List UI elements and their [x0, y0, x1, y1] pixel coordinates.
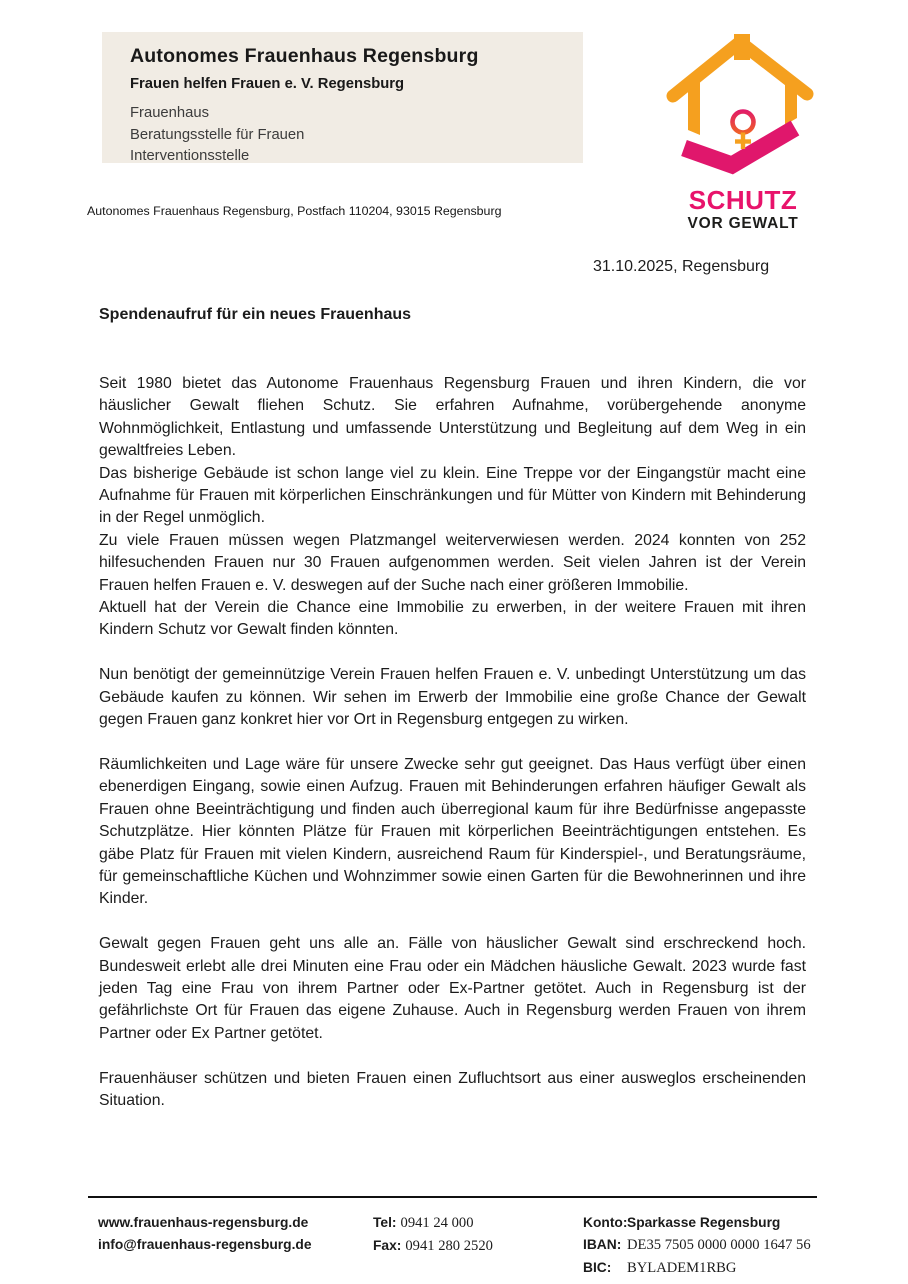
left-wall-shape [688, 73, 700, 135]
paragraph: Gewalt gegen Frauen geht uns alle an. Fälle von häuslicher Gewalt sind erschreckend hoch. Bundesweit erlebt alle drei Minuten eine Frau oder ein Mädchen häusliche Gewalt. 2023 wurde fast jeden Tag eine Frau von ihrem Partner oder Ex-Partner getötet. Auch in Regensburg ist der gefährlichste Ort für Frauen das eigene Zuhause. Auch in Regensburg werden Frauen von ihrem Partner oder Ex Partner getötet. [99, 935, 806, 1042]
logo-tagline-vor-gewalt: VOR GEWALT [687, 215, 799, 232]
fax-label: Fax: [373, 1237, 402, 1253]
service-item-interventionsstelle: Interventionsstelle [130, 148, 250, 165]
tel-row [373, 1212, 493, 1235]
footer-contact-web [98, 1212, 312, 1256]
konto-row [583, 1212, 811, 1234]
paragraph: Seit 1980 bietet das Autonome Frauenhaus Regensburg Frauen und ihren Kindern, die vor häuslicher Gewalt fliehen Schutz. Sie erfahren Aufnahme, vorübergehende anonyme Wohnmöglichkeit, Entlastung und umfassende Unterstützung und Begleitung auf dem Weg in ein gewaltfreies Leben. [99, 375, 806, 460]
iban-label: IBAN: [583, 1236, 622, 1252]
date-line: 31.10.2025, Regensburg [593, 258, 770, 275]
letter-body [99, 373, 806, 1112]
paragraph: Aktuell hat der Verein die Chance eine Immobilie zu erwerben, in der weitere Frauen mit ihren Kindern Schutz vor Gewalt finden könnten. [99, 599, 806, 639]
tel-value: 0941 24 000 [400, 1215, 474, 1231]
subject-line: Spendenaufruf für ein neues Frauenhaus [99, 306, 412, 323]
footer-bank-details [583, 1212, 811, 1279]
email-text: info@frauenhaus-regensburg.de [98, 1236, 312, 1252]
association-name: Frauen helfen Frauen e. V. Regensburg [130, 76, 405, 92]
iban-row [583, 1234, 811, 1257]
iban-value: DE35 7505 0000 0000 1647 56 [627, 1236, 811, 1253]
konto-value: Sparkasse Regensburg [627, 1215, 781, 1230]
bic-label: BIC: [583, 1259, 612, 1275]
paragraph: Zu viele Frauen müssen wegen Platzmangel weiterverwiesen werden. 2024 konnten von 252 hilfesuchenden Frauen nur 30 Frauen aufgenommen werden. Seit vielen Jahren ist der Verein Frauen helfen Frauen e. V. deswegen auf der Suche nach einer größeren Immobilie. [99, 531, 806, 594]
footer-divider [88, 1196, 817, 1198]
paragraph: Das bisherige Gebäude ist schon lange viel zu klein. Eine Treppe vor der Eingangstür macht eine Aufnahme für Frauen mit körperlichen Einschränkungen und für Mütter von Kindern mit Behinderung in der Regel unmöglich. [99, 464, 806, 527]
service-item-frauenhaus: Frauenhaus [130, 105, 209, 121]
org-name: Autonomes Frauenhaus Regensburg [130, 45, 479, 67]
fax-value: 0941 280 2520 [405, 1237, 493, 1254]
letterhead-box [102, 32, 583, 163]
schutz-vor-gewalt-logo [655, 25, 830, 240]
footer-contact-phone [373, 1212, 493, 1258]
fax-row [373, 1235, 493, 1258]
bic-value: BYLADEM1RBG [627, 1259, 737, 1276]
service-list [130, 103, 565, 168]
bic-row [583, 1257, 811, 1280]
sender-address-line: Autonomes Frauenhaus Regensburg, Postfach 110204, 93015 Regensburg [87, 204, 502, 218]
service-item-beratungsstelle: Beratungsstelle für Frauen [130, 126, 305, 143]
paragraph: Frauenhäuser schützen und bieten Frauen einen Zufluchtsort aus einer ausweglos erscheinenden Situation. [99, 1069, 806, 1109]
paragraph: Räumlichkeiten und Lage wäre für unsere Zwecke sehr gut geeignet. Das Haus verfügt über einen ebenerdigen Eingang, sowie einen Aufzug. Frauen mit Behinderungen erfahren häufiger Gewalt als Frauen ohne Beeinträchtigung und finden auch überregional kaum für ihre Bedürfnisse angepasste Schutzplätze. Hier könnten Plätze für Frauen mit körperlichen Beeinträchtigungen entstehen. Es gäbe Platz für Frauen mit vielen Kindern, ausreichend Raum für Kinderspiel-, und Beratungsräume, für gemeinschaftliche Küchen und Wohnzimmer sowie einen Garten für die Bewohnerinnen und ihre Kinder. [99, 755, 806, 908]
logo-tagline-schutz: SCHUTZ [688, 185, 798, 215]
paragraph: Nun benötigt der gemeinnützige Verein Frauen helfen Frauen e. V. unbedingt Unterstützung um das Gebäude kaufen zu können. Wir sehen im Erwerb der Immobilie eine große Chance der Gewalt gegen Frauen ganz konkret hier vor Ort in Regensburg entgegen zu wirken. [99, 666, 806, 729]
house-venus-icon [655, 25, 830, 240]
tel-label: Tel: [373, 1215, 397, 1230]
konto-label: Konto: [583, 1215, 628, 1230]
website-text: www.frauenhaus-regensburg.de [98, 1215, 309, 1230]
venus-symbol-icon [733, 112, 754, 150]
